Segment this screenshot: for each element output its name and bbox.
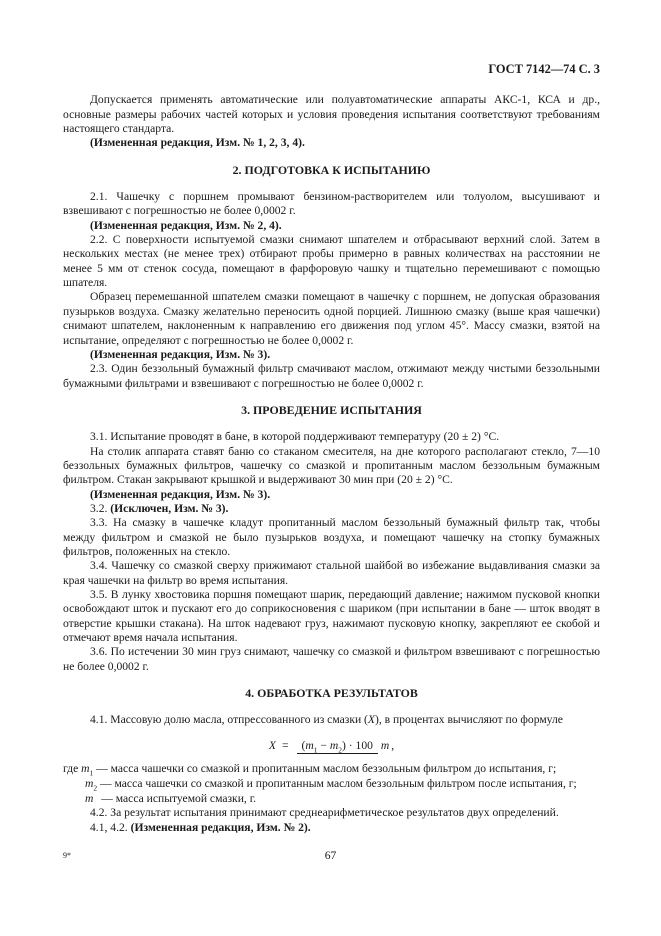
document-header-title: ГОСТ 7142—74 С. 3 [488, 62, 600, 76]
legend-line-m [63, 792, 600, 807]
revision-note-2-2: (Измененная редакция, Изм. № 3). [90, 347, 271, 361]
intro-paragraph: Допускается применять автоматические или полуавтоматические аппараты АКС-1, КСА и др., основные размеры рабочих частей которых и условия проведения испытания соответствуют требованиям настоящего стандарта. [63, 93, 600, 136]
formula-fraction [297, 739, 390, 753]
page-number: 67 [324, 849, 337, 862]
section-2-heading: 2. ПОДГОТОВКА К ИСПЫТАНИЮ [232, 162, 431, 177]
subscript-1: 1 [313, 745, 318, 755]
paragraph-3-3: 3.3. На смазку в чашечке кладут пропитанный маслом беззольный бумажный фильтр так, чтобы между фильтром и смазкой не было пузырьков воздуха, и помещают чашечку на стопку бумажных фильтров, положенных на стекло. [63, 516, 600, 558]
variable-x: X [367, 713, 376, 727]
formula-legend [63, 762, 600, 806]
subscript-1: 1 [89, 768, 94, 778]
formula-comma: , [391, 738, 395, 752]
variable-m2: m [85, 776, 94, 790]
formula [63, 739, 600, 753]
paragraph-3-5: 3.5. В лунку хвостовика поршня помещают шарик, передающий давление; нажимом пусковой кнопки освобождают шток и пускают его до соприкосновения с шариком (при испытании в бане — шток вводят в отверстие крышки стакана). На шток надевают груз, нажимают пусковую кнопку, закрепляют ее скобой и отмечают время начала испытания. [63, 588, 600, 645]
legend-line-m2 [63, 777, 600, 792]
formula-lhs: X [268, 738, 276, 752]
paragraph-3-2-excluded-note: (Исключен, Изм. № 3). [110, 501, 229, 515]
paragraph-4-2: 4.2. За результат испытания принимают среднеарифметическое результатов двух определений. [90, 806, 559, 820]
variable-m1: m [81, 762, 90, 776]
paragraph-4-1 [63, 713, 600, 727]
paragraph-4-1-text: 4.1. Массовую долю масла, отпрессованного из смазки ( [90, 713, 368, 727]
subscript-2: 2 [93, 783, 98, 793]
formula-equals-sign: = [281, 738, 289, 752]
legend-text-m: — масса испытуемой смазки, г. [98, 791, 257, 805]
print-signature-note: 9* [63, 851, 71, 860]
legend-text-m2: — масса чашечки со смазкой и пропитанным маслом беззольным фильтром после испытания, г; [97, 776, 577, 790]
variable-m: m [85, 791, 94, 805]
paragraph-3-1-continued: На столик аппарата ставят баню со стаканом смесителя, на дне которого располагают стекло, 7—10 беззольных бумажных фильтров, чашечку со смазкой и пропитанным маслом беззольным бумажным фильтром. Стакан закрывают крышкой и выдерживают 30 мин при (20 ± 2) °С. [63, 444, 600, 487]
subscript-2: 2 [338, 745, 342, 755]
formula-denominator: m [380, 738, 390, 752]
paragraph-3-1: 3.1. Испытание проводят в бане, в которой поддерживают температуру (20 ± 2) °С. [90, 430, 500, 444]
paragraph-2-1: 2.1. Чашечку с поршнем промывают бензином-растворителем или толуолом, высушивают и взвешивают с погрешностью не более 0,0002 г. [63, 190, 600, 218]
section-3-heading: 3. ПРОВЕДЕНИЕ ИСПЫТАНИЯ [241, 402, 422, 417]
section-4-heading: 4. ОБРАБОТКА РЕЗУЛЬТАТОВ [245, 686, 418, 701]
legend-line-m1 [63, 762, 600, 777]
paragraph-4-1-4-2-revision [63, 821, 600, 835]
paragraph-3-2-number: 3.2. [90, 501, 111, 515]
paragraph-3-6: 3.6. По истечении 30 мин груз снимают, чашечку со смазкой и фильтром взвешивают с погрешностью не более 0,0002 г. [63, 645, 600, 673]
paragraph-2-2: 2.2. С поверхности испытуемой смазки снимают шпателем и отбрасывают верхний слой. Затем в нескольких местах (не менее трех) отбирают пробы примерно в равных количествах на расстоянии не менее 5 мм от стенок сосуда, помещают в фарфоровую чашку и тщательно перемешивают с помощью шпателя. [63, 233, 600, 290]
paragraph-3-4: 3.4. Чашечку со смазкой сверху прижимают стальной шайбой во избежание выдавливания смазки за края чашечки на фильтр во время испытания. [63, 559, 600, 587]
legend-lead: где [63, 762, 82, 776]
numerator-open-paren: ( [301, 738, 306, 752]
revision-note-4: (Измененная редакция, Изм. № 2). [130, 820, 311, 834]
paragraph-2-3: 2.3. Один беззольный бумажный фильтр смачивают маслом, отжимают между чистыми беззольными бумажными фильтрами и взвешивают с погрешностью не более 0,0002 г. [63, 362, 600, 390]
document-content [63, 62, 600, 835]
legend-text-m1: — масса чашечки со смазкой и пропитанным маслом беззольным фильтром до испытания, г; [93, 762, 557, 776]
revision-note-3-1: (Измененная редакция, Изм. № 3). [90, 487, 271, 501]
intro-revision-note: (Измененная редакция, Изм. № 1, 2, 3, 4). [90, 136, 305, 150]
variable-m1: m [305, 738, 314, 752]
variable-m2: m [329, 738, 339, 752]
formula-numerator [297, 739, 378, 754]
numerator-close-times-100: ) · 100 [342, 738, 373, 752]
paragraph-4-1-text-after: ), в процентах вычисляют по формуле [375, 713, 563, 727]
minus-sign: − [317, 738, 330, 752]
paragraph-2-2-continued: Образец перемешанной шпателем смазки помещают в чашечку с поршнем, не допуская образования пузырьков воздуха. Смазку желательно переносить одной порцией. Лишнюю смазку (выше края чашечки) снимают шпателем, наклоненным к направлению его движения под углом 45°. Массу смазки, взятой на испытание, определяют с погрешностью не более 0,0002 г. [63, 290, 600, 347]
revision-lead-numbers: 4.1, 4.2. [90, 820, 131, 834]
paragraph-3-2 [63, 502, 600, 516]
revision-note-2-1: (Измененная редакция, Изм. № 2, 4). [90, 218, 282, 232]
